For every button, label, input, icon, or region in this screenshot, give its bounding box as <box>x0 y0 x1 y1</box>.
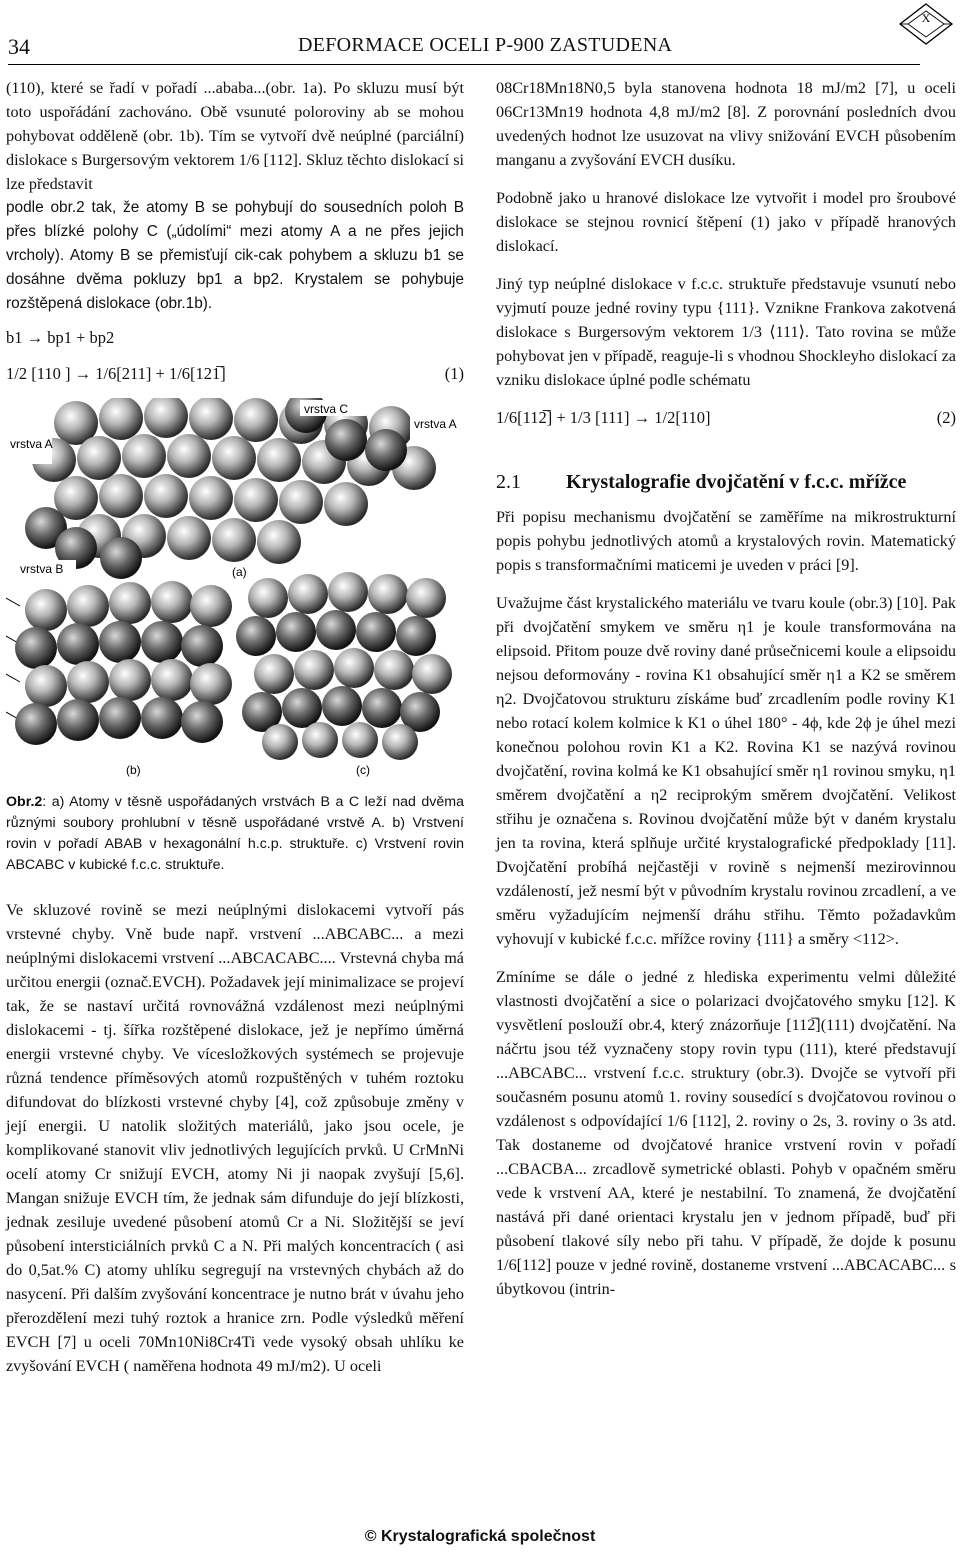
label-layer-a2: vrstva A <box>414 417 457 431</box>
left-paragraph-1: (110), které se řadí v pořadí ...ababa...(obr. 1a). Po skluzu musí být toto uspořádání zachováno. Obě vsunuté poloroviny ab se mohou pohybovat odděleně (obr. 1b). Tím se vytvoří dvě neúplné (parciální) dislokace s Burgersovým vektorem 1/6 [112]. Skluz těchto dislokací si lze představit <box>6 79 464 193</box>
left-paragraph-2: podle obr.2 tak, že atomy B se pohybují do sousedních poloh B přes blízké polohy C („údolími“ mezi atomy A a ne přes jejich vrcholy). Atomy B se přemisťují cik-cak pohybem a skluzu b1 se dosáhne dvěma pokluzy bp1 a bp2. Krystalem se pohybuje rozštěpená dislokace (obr.1b). <box>6 199 464 312</box>
right-paragraph-3: Jiný typ neúplné dislokace v f.c.c. struktuře představuje vsunutí nebo vyjmutí pouze jedné roviny typu {111}. Vznikne Frankova zakotvená dislokace s Burgersovým vektorem 1/3 ⟨111⟩. Tato rovina se může pohybovat jen v případě, reaguje-li s vhodnou Shockleyho dislokací za vzniku dislokace úplné podle schématu <box>496 275 956 389</box>
right-column <box>496 76 956 1301</box>
equation-2-text: 1/6[112̅] + 1/3 [111] → 1/2[110] <box>496 408 711 427</box>
equation-b1 <box>6 326 464 352</box>
equation-2-number: (2) <box>936 408 956 427</box>
label-a: (a) <box>232 565 247 579</box>
figure-2-caption <box>6 792 464 876</box>
page-header <box>8 30 920 65</box>
figure-2-caption-text: : a) Atomy v těsně uspořádaných vrstvách B a C leží nad dvěma různými soubory prohlubní v těsně uspořádané vrstvě A. b) Vrstvení rovin v pořadí ABAB v hexagonální h.c.p. struktuře. c) Vrstvení rovin ABCABC v kubické f.c.c. struktuře. <box>6 794 464 873</box>
right-paragraph-2: Podobně jako u hranové dislokace lze vytvořit i model pro šroubové dislokace se stejnou rovnicí štěpení (1) jako v případě hranových dislokací. <box>496 189 956 255</box>
right-paragraph-5: Uvažujme část krystalického materiálu ve tvaru koule (obr.3) [10]. Pak při dvojčatění smykem ve směru η1 je koule transformována na elipsoid. Přitom pouze dvě roviny dané průsečnicemi koule a elipsoidu nejsou deformovány - rovina K1 obsahující směr η1 a K2 se směrem η2. Dvojčatovou strukturu získáme buď zrcadlením podle roviny K1 nebo rotací kolem kolmice k K1 o úhel 180° - 4ϕ, kde 2ϕ je úhel mezi konečnou polohou rovin K1 a K2. Rovina K1 se nazývá rovinou dvojčatění, rovina kolmá ke K1 obsahující směr η1 rovinou smyku, η1 směrem dvojčatění a η2 reciprokým směrem dvojčatění. Velikost střihu je označena s. Rovinou dvojčatění může být v daném krystalu jen ta rovina, která splňuje určité krystalografické předpoklady [11]. Dvojčatění probíhá nejčastěji v rovině s nejmenší mezirovinnou vzdáleností, jež nesmí být v původním krystalu rovinou zrcadlení, a ve směru vyžadujícím nejmenší dráhu střihu. Těmto požadavkům vyhovují v kubické f.c.c. mřížce roviny {111} a směry <112>. <box>496 594 956 948</box>
equation-1-number: (1) <box>444 364 464 383</box>
section-number: 2.1 <box>496 471 521 493</box>
label-layer-b: vrstva B <box>20 562 64 576</box>
fcc-stack <box>236 572 452 760</box>
figure-2-caption-label: Obr.2 <box>6 794 43 810</box>
running-title: DEFORMACE OCELI P-900 ZASTUDENA <box>298 34 673 56</box>
left-column <box>6 76 464 1378</box>
page-number: 34 <box>8 34 30 59</box>
hcp-stack <box>6 581 232 745</box>
section-title: Krystalografie dvojčatění v f.c.c. mřížce <box>566 471 907 493</box>
society-logo <box>896 2 956 46</box>
figure-2-drawing <box>6 398 464 788</box>
equation-1-text: 1/2 [110 ] → 1/6[211] + 1/6[121̅] <box>6 364 226 383</box>
equation-2 <box>496 406 956 432</box>
label-layer-c: vrstva C <box>304 402 349 416</box>
right-paragraph-1: 08Cr18Mn18N0,5 byla stanovena hodnota 18 mJ/m2 [7], u oceli 06Cr13Mn19 hodnota 4,8 mJ/m2 [8]. Z porovnání posledních dvou uvedených hodnot lze usuzovat na vlivy snižování EVCH působením manganu a zvyšování EVCH dusíku. <box>496 79 956 169</box>
label-layer-a1: vrstva A <box>10 437 53 451</box>
right-paragraph-6: Zmíníme se dále o jedné z hlediska experimentu velmi důležité vlastnosti dvojčatění a sice o polarizaci dvojčatového smyku [12]. K vysvětlení poslouží obr.4, který znázorňuje [112̅](111) dvojčatění. Na náčrtu jsou též vyznačeny stopy rovin typu (111), které představují ...ABCABC... vrstvení f.c.c. struktury (obr.3). Dvojče se vytvoří při současném posunu atomů 1. roviny sousedící s dvojčatovou rovinou o vzdálenost s odpovídající 1/6 [112], 2. roviny o 2s, 3. roviny o 3s atd. Tak dostaneme od dvojčatové hranice vrstvení rovin v pořadí ...CBACBA... zrcadlově symetrické oblasti. Pohyb v opačném směru vede k vrstvení AA, které je nestabilní. To znamená, že dvojčatění nastává při dané orientaci krystalu jen v jednom případě, buď při působení tlakové síly nebo při tahu. V případě, že dojde k posunu 1/6[112] pouze v jedné rovině, dostaneme vrstvení ...ABCACABC... s úbytkovou (intrin- <box>496 968 956 1298</box>
label-c: (c) <box>356 763 370 777</box>
page-footer: © Krystalografická společnost <box>364 1528 596 1545</box>
label-b: (b) <box>126 763 141 777</box>
section-heading <box>496 470 956 495</box>
equation-1 <box>6 362 464 388</box>
equation-b1-text: b1 → bp1 + bp2 <box>6 328 115 347</box>
right-paragraph-4: Při popisu mechanismu dvojčatění se zaměříme na mikrostrukturní popis pohybu jednotlivých atomů a krystalových rovin. Matematický popis s transformačními maticemi je uveden v práci [9]. <box>496 508 956 574</box>
figure-2 <box>6 398 464 788</box>
left-paragraph-3: Ve skluzové rovině se mezi neúplnými dislokacemi vytvoří pás vrstevné chyby. Vně bude např. vrstvení ...ABCABC... a mezi neúplnými dislokacemi vrstvení ...ABCACABC.... Vrstevná chyba má určitou energii (označ.EVCH). Požadavek její minimalizace se projeví tak, že se nastaví určitá rovnovážná vzdálenost mezi neúplnými dislokacemi - tj. šířka rozštěpené dislokace, jež je nepřímo úměrná energii vrstevné chyby. Ve vícesložkových systémech se projevuje různá tendence příměsových atomů rozpuštěných v tuhém roztoku difundovat do blízkosti vrstevné chyby [4], což způsobuje změny v její energii. U natolik složitých materiálů, jako jsou ocele, je komplikované stanovit vliv jednotlivých legujících prvků. U CrMnNi ocelí atomy Cr snižují EVCH, atomy Ni ji naopak zvyšují [5,6]. Mangan snižuje EVCH tím, že jednak sám difunduje do její blízkosti, jednak zesiluje uvedené působení atomů Cr a Ni. Složitější se jeví působení intersticiálních prvků C a N. Při malých koncentracích ( asi do 0,5at.% C) atomy uhlíku segregují na vrstevných chybách až do nasycení. Při dalším zvyšování koncentrace je nutno brát v úvahu jeho přerozdělení mezi tuhý roztok a hranice zrn. Podle výsledků měření EVCH [7] u oceli 70Mn10Ni8Cr4Ti vede vysoký obsah uhlíku ke zvyšování EVCH ( naměřena hodnota 49 mJ/m2). U oceli <box>6 901 464 1375</box>
logo-letter: X <box>921 11 931 25</box>
